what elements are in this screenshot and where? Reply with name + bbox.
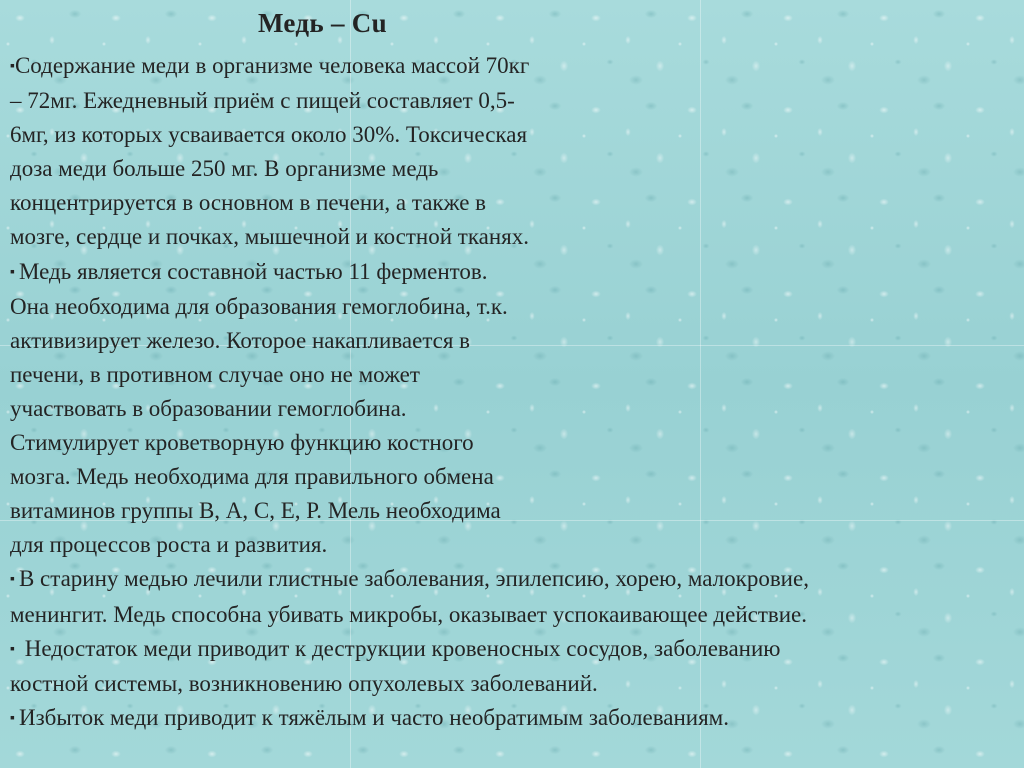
text-line: мозге, сердце и почках, мышечной и костной тканях. [10,224,529,250]
slide-title: Медь – Cu [258,8,387,38]
text-line: участвовать в образовании гемоглобина. [10,395,407,421]
text-line: 6мг, из которых усваивается около 30%. Токсическая [10,122,528,148]
text-line: ▪ Медь является составной частью 11 ферментов. [10,255,809,290]
bullet-icon: ▪ [10,641,15,657]
text-line: ▪ Недостаток меди приводит к деструкции кровеносных сосудов, заболеванию [10,632,809,667]
text-line: ▪ Избыток меди приводит к тяжёлым и часто необратимым заболеваниям. [10,701,809,736]
text-line: Стимулирует кроветворную функцию костного [10,430,474,456]
text-line: для процессов роста и развития. [10,532,328,558]
bullet-icon: ▪ [10,710,15,726]
text-line: костной системы, возникновению опухолевых заболеваний. [10,670,598,696]
text-line: Она необходима для образования гемоглобина, т.к. [10,293,508,319]
text-line: печени, в противном случае оно не может [10,361,420,387]
text-line: ▪Содержание меди в организме человека массой 70кг [10,49,809,84]
text-line: менингит. Медь способна убивать микробы, оказывает успокаивающее действие. [10,601,808,627]
slide-body [10,49,809,736]
text-line: витаминов группы В, А, С, Е, Р. Мель необходима [10,498,501,524]
bullet-icon: ▪ [10,59,15,74]
text-line: мозга. Медь необходима для правильного обмена [10,464,494,490]
text-line: концентрируется в основном в печени, а также в [10,190,487,216]
text-line: активизирует железо. Которое накапливается в [10,327,471,353]
text-line: ▪ В старину медью лечили глистные заболевания, эпилепсию, хорею, малокровие, [10,562,809,597]
bullet-icon: ▪ [10,572,15,588]
bullet-icon: ▪ [10,264,15,280]
text-line: доза меди больше 250 мг. В организме медь [10,156,439,182]
text-line: – 72мг. Ежедневный приём с пищей составляет 0,5- [10,88,515,114]
